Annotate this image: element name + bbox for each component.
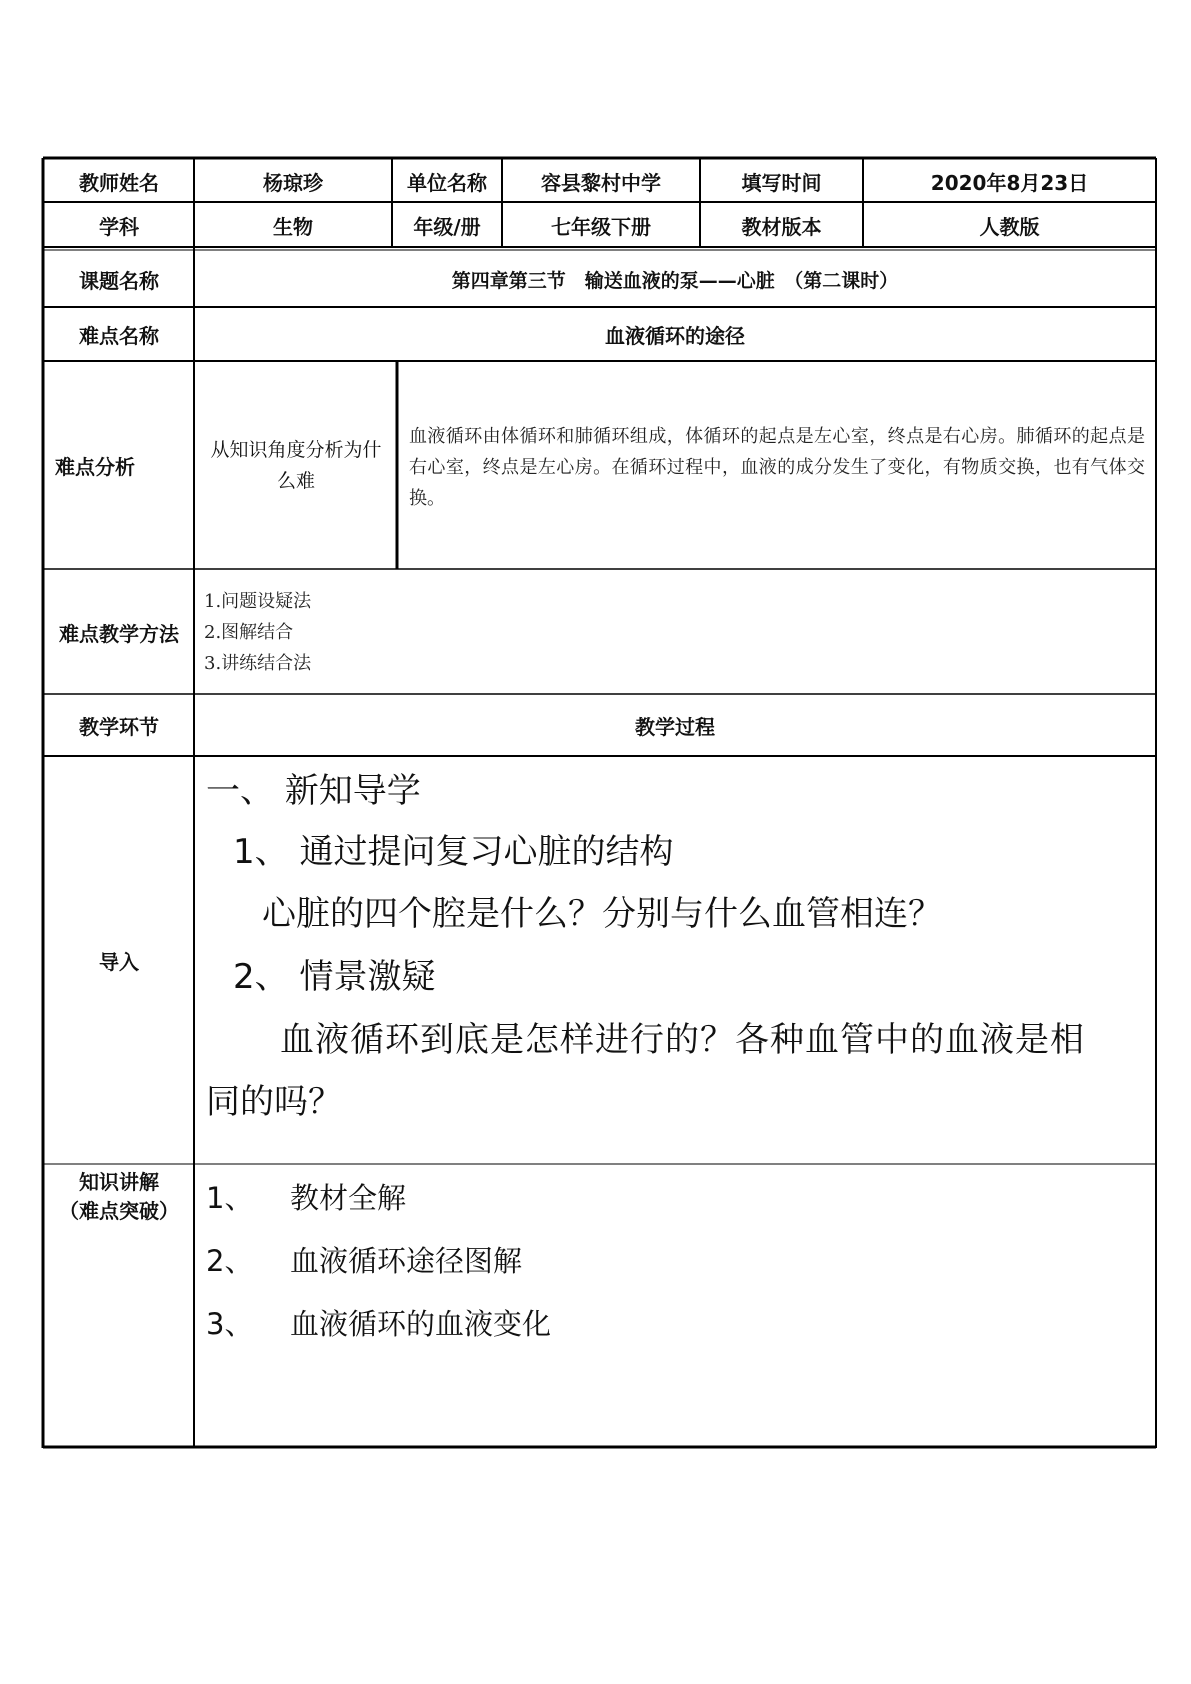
subject-value: 生物	[273, 214, 313, 239]
fill-date-label: 填写时间	[741, 170, 822, 195]
teaching-method-item: 1.问题设疑法	[204, 591, 312, 612]
teaching-process-label: 教学过程	[635, 715, 715, 739]
difficulty-analysis-sublabel: 从知识角度分析为什么难	[210, 438, 382, 492]
explanation-label-line-2: （难点突破）	[59, 1199, 179, 1223]
grade-label: 年级/册	[413, 214, 481, 239]
intro-question-2-line-1: 血液循环到底是怎样进行的？各种血管中的血液是相	[280, 1020, 1085, 1060]
difficulty-name-value: 血液循环的途径	[605, 324, 745, 348]
difficulty-analysis-label: 难点分析	[55, 455, 135, 479]
explanation-item-number: 2、	[206, 1244, 254, 1278]
intro-label: 导入	[99, 950, 139, 974]
teacher-name-value: 杨琼珍	[263, 170, 323, 195]
explanation-item-text: 教材全解	[290, 1181, 407, 1215]
explanation-item-number: 1、	[206, 1181, 254, 1215]
intro-item-1: 1、 通过提问复习心脏的结构	[233, 832, 674, 872]
intro-heading: 一、 新知导学	[206, 771, 421, 811]
topic-value: 第四章第三节 输送血液的泵——心脏 （第二课时）	[451, 269, 899, 292]
teaching-method-item: 3.讲练结合法	[204, 653, 312, 674]
fill-date-value: 2020年8月23日	[930, 170, 1089, 195]
explanation-label	[45, 1168, 193, 1226]
grade-value: 七年级下册	[551, 214, 651, 239]
intro-item-2: 2、 情景激疑	[233, 957, 436, 997]
teaching-stage-label: 教学环节	[79, 715, 159, 739]
unit-name-label: 单位名称	[407, 170, 487, 195]
explanation-item-3	[206, 1304, 551, 1344]
teaching-method-item: 2.图解结合	[204, 622, 294, 643]
explanation-item-text: 血液循环的血液变化	[290, 1307, 552, 1341]
intro-question-1: 心脏的四个腔是什么？分别与什么血管相连？	[262, 894, 942, 934]
teaching-method-label: 难点教学方法	[59, 621, 179, 646]
edition-label: 教材版本	[741, 214, 822, 239]
explanation-item-2	[206, 1241, 522, 1281]
difficulty-analysis-text: 血液循环由体循环和肺循环组成，体循环的起点是左心室，终点是右心房。肺循环的起点是右心室，终点是左心房。在循环过程中，血液的成分发生了变化，有物质交换，也有气体交换。	[409, 426, 1145, 509]
explanation-item-text: 血液循环途径图解	[290, 1244, 523, 1278]
subject-label: 学科	[99, 214, 139, 239]
explanation-item-number: 3、	[206, 1307, 254, 1341]
difficulty-name-label: 难点名称	[79, 324, 159, 348]
teacher-name-label: 教师姓名	[79, 170, 159, 195]
explanation-item-1	[206, 1178, 406, 1218]
edition-value: 人教版	[979, 214, 1040, 239]
topic-label: 课题名称	[79, 268, 159, 293]
unit-name-value: 容县黎村中学	[541, 170, 661, 195]
teaching-method-list	[204, 586, 1104, 679]
explanation-label-line-1: 知识讲解	[79, 1170, 159, 1194]
intro-question-2-line-2: 同的吗？	[206, 1082, 342, 1122]
